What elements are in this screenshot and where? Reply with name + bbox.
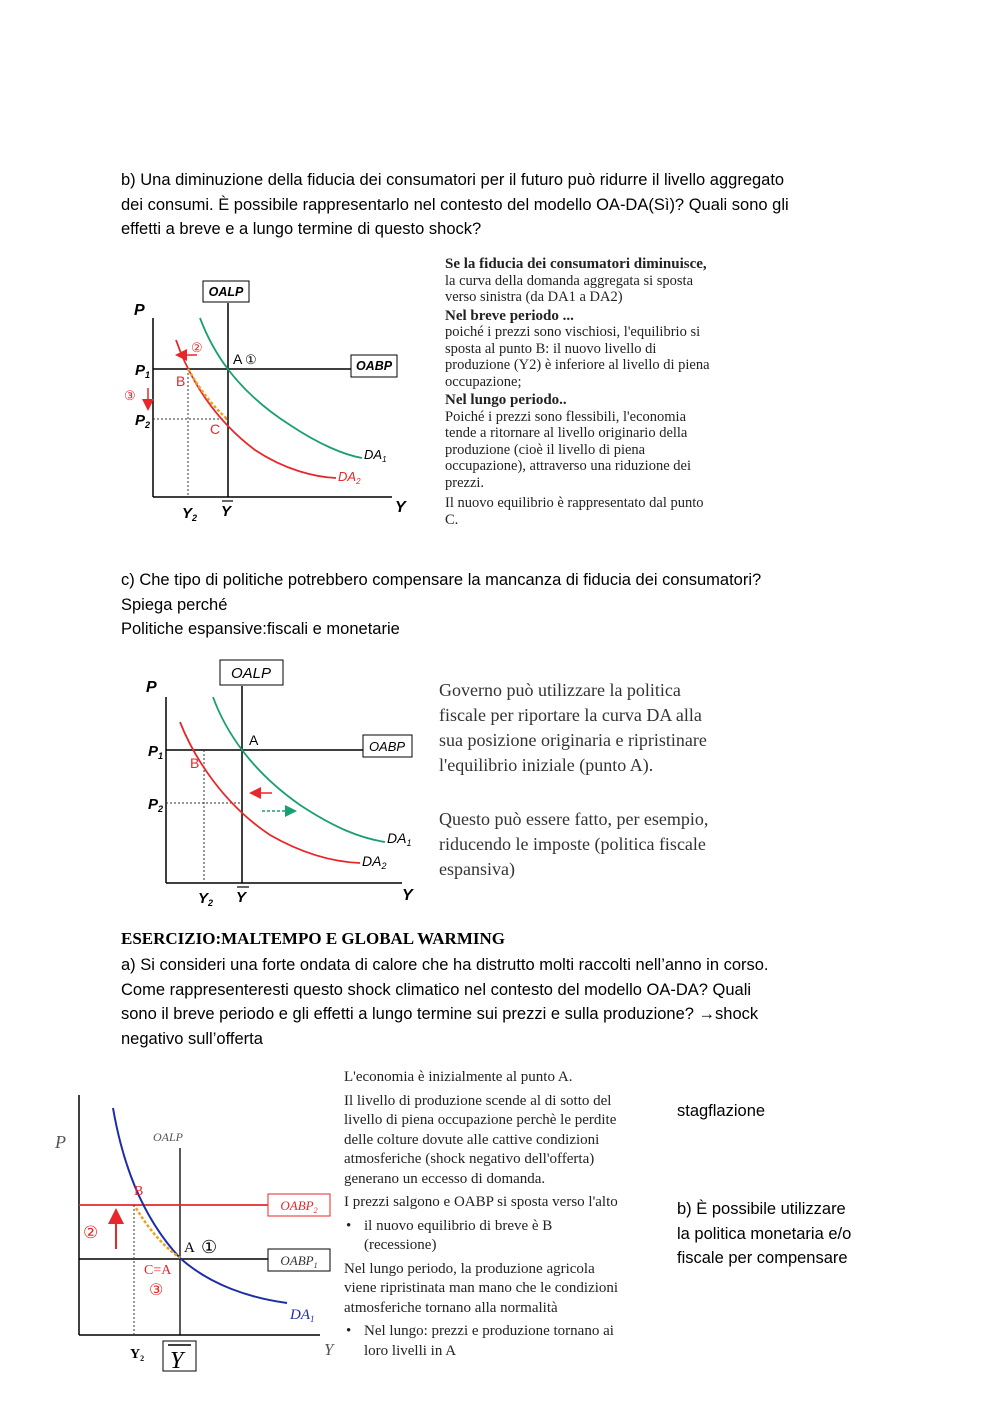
y-axis-label: P: [146, 679, 157, 696]
explanation-line: atmosferiche (shock negativo dell'offerta): [344, 1151, 595, 1167]
note-policy: [677, 1197, 851, 1271]
da1-label: $DA_1$: [387, 830, 412, 848]
explanation-line: livello di piena occupazione perchè le perdite: [344, 1112, 617, 1128]
oabp1-label: $OABP_1$: [280, 1253, 318, 1270]
y2-label: $Y_2$: [198, 890, 214, 908]
circle-3-label: ③: [149, 1282, 164, 1299]
oabp-label: OABP: [355, 359, 393, 373]
explanation-line: occupazione), attraverso una riduzione dei: [445, 458, 691, 474]
ybar-label: Y: [170, 1348, 184, 1374]
da2-label: $DA_2$: [338, 469, 361, 486]
figure-supply-shock: [50, 1095, 345, 1380]
da2-label: $DA_2$: [362, 853, 387, 871]
y-axis-label: P: [55, 1132, 66, 1152]
x-axis-label: Y: [324, 1340, 334, 1359]
point-b-label: B: [190, 755, 200, 771]
explanation-heading: Se la fiducia dei consumatori diminuisce,: [445, 256, 707, 272]
point-ca-label: C=A: [144, 1263, 172, 1278]
explanation-line: Governo può utilizzare la politica: [439, 680, 681, 700]
section-c-question: [121, 568, 881, 642]
oalp-label: OALP: [153, 1130, 183, 1144]
figure-2-explanation: [439, 678, 779, 882]
circle-2-label: ②: [83, 1223, 99, 1242]
explanation-line: (recessione): [364, 1237, 437, 1253]
explanation-line: atmosferiche tornano alla normalità: [344, 1299, 558, 1316]
explanation-line: C.: [445, 511, 459, 528]
x-axis-label: Y: [402, 887, 413, 904]
text-line: Politiche espansive:fiscali e monetarie: [121, 620, 400, 638]
text-line: c) Che tipo di politiche potrebbero compensare la mancanza di fiducia dei consumatori?: [121, 571, 762, 589]
x-axis-label: Y: [395, 499, 406, 516]
oabp-label: OABP: [368, 739, 406, 754]
exercise-heading: ESERCIZIO:MALTEMPO E GLOBAL WARMING: [121, 929, 505, 948]
explanation-line: Questo può essere fatto, per esempio,: [439, 809, 709, 829]
text-line: fiscale per compensare: [677, 1249, 848, 1267]
p1-label: $P_1$: [135, 362, 151, 380]
oalp-label: OALP: [208, 285, 244, 299]
da1-curve: [200, 318, 362, 458]
point-b-label: B: [176, 373, 186, 389]
explanation-line: Poiché i prezzi sono flessibili, l'economia: [445, 408, 686, 425]
explanation-line: Il nuovo equilibrio è rappresentato dal punto: [445, 495, 704, 511]
explanation-line: la curva della domanda aggregata si sposta: [445, 272, 694, 289]
explanation-line: produzione (cioè il livello di piena: [445, 441, 646, 458]
da1-label: $DA_1$: [290, 1307, 315, 1324]
explanation-line: sposta al punto B: il nuovo livello di: [445, 340, 657, 357]
da1-label: $DA_1$: [364, 447, 387, 464]
da1-curve: [213, 697, 385, 842]
text-line: effetti a breve e a lungo termine di questo shock?: [121, 220, 482, 238]
p2-label: $P_2$: [148, 796, 164, 814]
explanation-line: I prezzi salgono e OABP si sposta verso l'alto: [344, 1194, 618, 1210]
p1-label: $P_1$: [148, 743, 164, 761]
circle-2-label: ②: [191, 340, 203, 355]
point-a-label: A: [249, 732, 259, 748]
explanation-line: espansiva): [439, 859, 515, 879]
explanation-line: produzione (Y2) è inferiore al livello di piena: [445, 357, 710, 373]
text-line: a) Si consideri una forte ondata di calore che ha distrutto molti raccolti nell’anno in corso.: [121, 956, 769, 974]
explanation-paragraph: [344, 1260, 664, 1319]
explanation-paragraph: [344, 1092, 664, 1190]
text-line: dei consumi. È possibile rappresentarlo nel contesto del modello OA-DA(Sì)? Quali sono gli: [121, 195, 789, 214]
text-line: Spiega perché: [121, 595, 228, 614]
point-c-label: C: [210, 421, 221, 437]
oalp-label: OALP: [230, 665, 272, 682]
text-line: negativo sull’offerta: [121, 1029, 263, 1048]
explanation-line: delle colture dovute alle cattive condizioni: [344, 1131, 600, 1148]
explanation-line: occupazione;: [445, 373, 522, 390]
text-line: la politica monetaria e/o: [677, 1224, 852, 1243]
explanation-line: sua posizione originaria e ripristinare: [439, 730, 707, 750]
note-stagflazione: stagflazione: [677, 1102, 766, 1120]
y2-label: $Y_2$: [182, 505, 198, 523]
text-line: sono il breve periodo e gli effetti a lungo termine sui prezzi e sulla produzione? →shock: [121, 1005, 759, 1023]
circle-3-label: ③: [124, 388, 136, 403]
explanation-line: fiscale per riportare la curva DA alla: [439, 705, 702, 725]
ybar-label: Y: [221, 503, 232, 520]
figure-3-explanation: [344, 1068, 664, 1365]
explanation-line: tende a ritornare al livello originario della: [445, 425, 688, 441]
explanation-line: Nel lungo periodo, la produzione agricola: [344, 1260, 595, 1277]
p2-label: $P_2$: [135, 412, 151, 430]
explanation-heading: Nel lungo periodo..: [445, 392, 567, 408]
adjustment-path: [188, 369, 228, 420]
circle-1-label: ①: [201, 1237, 218, 1257]
explanation-line: loro livelli in A: [364, 1342, 457, 1359]
y2-label: $Y_2$: [130, 1347, 145, 1363]
oabp2-label: $OABP_2$: [280, 1198, 318, 1215]
figure-confidence-shock: [120, 270, 430, 535]
explanation-line: prezzi.: [445, 474, 485, 491]
point-b-label: B: [134, 1184, 144, 1199]
exercise-question: [121, 953, 881, 1051]
text-line: Come rappresenteresti questo shock climatico nel contesto del modello OA-DA? Quali: [121, 980, 752, 999]
explanation-line: viene ripristinata man mano che le condizioni: [344, 1280, 619, 1296]
figure-fiscal-policy: [140, 655, 430, 910]
point-a-label: A: [184, 1240, 195, 1256]
y-axis-label: P: [134, 302, 145, 319]
explanation-line: verso sinistra (da DA1 a DA2): [445, 289, 623, 305]
circle-1-label: ①: [245, 352, 257, 367]
explanation-line: poiché i prezzi sono vischiosi, l'equilibrio si: [445, 324, 701, 340]
section-b-question: [121, 168, 881, 242]
bullet-item: [344, 1217, 664, 1256]
explanation-line: riducendo le imposte (politica fiscale: [439, 834, 706, 854]
ybar-label: Y: [236, 889, 247, 906]
explanation-line: l'equilibrio iniziale (punto A).: [439, 755, 654, 775]
bullet-item: [344, 1322, 664, 1361]
point-a-label: A: [233, 351, 243, 367]
explanation-line: il nuovo equilibrio di breve è B: [364, 1217, 553, 1234]
explanation-line: Il livello di produzione scende al di sotto del: [344, 1092, 612, 1109]
explanation-heading: Nel breve periodo ...: [445, 307, 574, 324]
text-line: b) Una diminuzione della fiducia dei consumatori per il futuro può ridurre il livello aggregato: [121, 171, 785, 189]
explanation-line: Nel lungo: prezzi e produzione tornano ai: [364, 1323, 614, 1339]
explanation-line: generano un eccesso di domanda.: [344, 1170, 546, 1187]
explanation-line: L'economia è inizialmente al punto A.: [344, 1069, 573, 1085]
figure-1-explanation: [445, 256, 765, 528]
text-line: b) È possibile utilizzare: [677, 1200, 846, 1218]
